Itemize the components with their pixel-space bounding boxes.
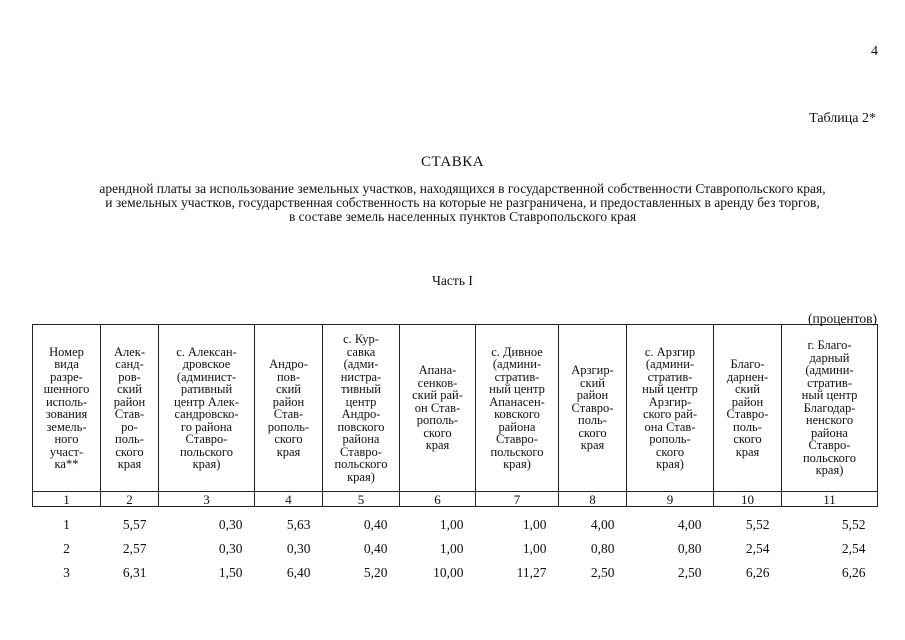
rate-cell: 5,57 bbox=[122, 516, 147, 532]
column-header-5 bbox=[323, 325, 400, 492]
rate-cell: 1,00 bbox=[522, 516, 547, 532]
column-number-2: 2 bbox=[101, 492, 159, 507]
column-header-line: го района bbox=[180, 419, 233, 434]
rate-cell: 1,00 bbox=[522, 540, 547, 556]
column-header-line: зования bbox=[45, 407, 88, 421]
table-reference: Таблица 2* bbox=[809, 111, 876, 126]
column-header-line: ского bbox=[578, 425, 607, 440]
column-header-line: район bbox=[272, 394, 305, 409]
table-row bbox=[33, 531, 878, 555]
column-header-line: рополь- bbox=[416, 413, 459, 428]
column-header-line: края) bbox=[347, 469, 375, 484]
column-header-line: дровское bbox=[182, 357, 231, 371]
rate-cell: 6,26 bbox=[841, 564, 866, 580]
column-number-9: 9 bbox=[627, 492, 714, 507]
column-header-line: стратив- bbox=[647, 369, 693, 384]
column-header-line: ский bbox=[117, 382, 142, 396]
column-header-line: сенков- bbox=[417, 375, 458, 390]
column-number-5: 5 bbox=[323, 492, 400, 507]
rate-cell: 0,40 bbox=[363, 516, 388, 532]
column-header-line: Ставро- bbox=[340, 444, 382, 459]
rate-cell: 0,40 bbox=[363, 540, 388, 556]
column-header-line: Алек- bbox=[113, 344, 146, 359]
column-header-line: Ставро- bbox=[808, 438, 851, 453]
column-header-line: края) bbox=[656, 457, 684, 471]
column-header-line: Став- bbox=[114, 407, 145, 421]
column-header-line: ров- bbox=[118, 369, 141, 384]
document-subtitle bbox=[40, 182, 885, 224]
rate-cell: 0,30 bbox=[218, 540, 243, 556]
column-header-line: сандровско- bbox=[174, 407, 239, 421]
column-header-line: (адми- bbox=[343, 357, 379, 371]
column-header-line: ский bbox=[276, 382, 301, 396]
column-header-line: поль- bbox=[578, 413, 607, 428]
column-header-line: Благодар- bbox=[803, 400, 856, 415]
column-header-line: ский bbox=[735, 382, 760, 396]
column-header-line: район bbox=[113, 394, 146, 409]
column-header-line: Апана- bbox=[418, 363, 457, 378]
column-header-7 bbox=[476, 325, 559, 492]
column-header-line: Андро- bbox=[269, 357, 308, 371]
row-usage-type-number: 3 bbox=[63, 564, 70, 580]
column-header-line: пов- bbox=[276, 369, 300, 384]
row-usage-type-number: 2 bbox=[63, 540, 70, 556]
column-header-line: ного bbox=[54, 432, 79, 446]
column-header-3 bbox=[159, 325, 255, 492]
column-header-line: поль- bbox=[733, 419, 762, 434]
column-header-line: центр bbox=[345, 394, 377, 409]
column-number-8: 8 bbox=[559, 492, 627, 507]
column-header-line: ка** bbox=[54, 457, 79, 471]
document-title: СТАВКА bbox=[420, 154, 485, 170]
rate-cell: 5,63 bbox=[286, 516, 311, 532]
column-number-6: 6 bbox=[400, 492, 476, 507]
column-number-3: 3 bbox=[159, 492, 255, 507]
column-header-line: нистра- bbox=[340, 369, 382, 384]
column-header-line: земель- bbox=[46, 419, 87, 434]
column-number-11: 11 bbox=[782, 492, 878, 507]
rate-cell: 5,52 bbox=[841, 516, 866, 532]
column-header-line: участ- bbox=[49, 444, 84, 459]
column-header-line: ского bbox=[423, 425, 452, 440]
column-header-line: ративный bbox=[180, 382, 233, 396]
column-header-line: ский рай- bbox=[412, 388, 463, 403]
subtitle-line: и земельных участков, государственная собственность на которые не разграничена, и предоставленных в аренду без торгов, bbox=[105, 195, 820, 210]
column-header-line: с. Алексан- bbox=[176, 344, 237, 359]
part-label: Часть I bbox=[432, 273, 473, 288]
column-header-2 bbox=[101, 325, 159, 492]
column-header-line: с. Дивное bbox=[491, 344, 543, 359]
column-number-4: 4 bbox=[255, 492, 323, 507]
rate-cell: 10,00 bbox=[433, 564, 464, 580]
column-header-line: он Став- bbox=[414, 400, 461, 415]
column-header-line: разре- bbox=[50, 369, 83, 384]
rate-cell: 2,54 bbox=[745, 540, 770, 556]
column-header-line: Андро- bbox=[341, 407, 381, 421]
column-header-line: ского рай- bbox=[642, 407, 698, 421]
column-header-4 bbox=[255, 325, 323, 492]
column-header-line: ского bbox=[655, 444, 685, 459]
column-header-line: Став- bbox=[273, 407, 304, 421]
rate-cell: 2,57 bbox=[122, 540, 147, 556]
subtitle-line: арендной платы за использование земельных участков, находящихся в государственной собственности Ставропольского края, bbox=[99, 181, 826, 196]
column-header-11 bbox=[782, 325, 878, 492]
column-header-line: с. Кур- bbox=[343, 332, 379, 346]
column-header-line: ского bbox=[733, 432, 762, 446]
column-header-6 bbox=[400, 325, 476, 492]
column-header-line: Ставро- bbox=[571, 400, 614, 415]
column-header-line: Ставро- bbox=[496, 432, 538, 446]
rate-cell: 4,00 bbox=[677, 516, 702, 532]
column-header-line: ненского bbox=[805, 413, 854, 428]
column-header-line: края bbox=[425, 438, 450, 453]
column-header-line: стратив- bbox=[807, 375, 852, 390]
column-header-8 bbox=[559, 325, 627, 492]
header-row bbox=[33, 325, 878, 492]
column-header-line: польского bbox=[802, 450, 856, 465]
column-header-line: края) bbox=[192, 457, 221, 471]
column-header-line: ный центр bbox=[642, 382, 698, 396]
column-header-line: с. Арзгир bbox=[644, 344, 696, 359]
column-header-line: она Став- bbox=[644, 419, 696, 434]
column-header-line: ковского bbox=[494, 407, 540, 421]
rate-cell: 1,00 bbox=[439, 540, 464, 556]
column-header-line: рополь- bbox=[649, 432, 691, 446]
rate-cell: 2,50 bbox=[677, 564, 702, 580]
column-header-line: дарнен- bbox=[726, 369, 769, 384]
rate-cell: 11,27 bbox=[516, 564, 547, 580]
column-header-line: Апанасен- bbox=[489, 394, 545, 409]
column-header-line: рополь- bbox=[267, 419, 310, 434]
column-header-line: ского bbox=[274, 432, 303, 446]
column-header-line: вида bbox=[54, 357, 79, 371]
column-number-1: 1 bbox=[33, 492, 101, 507]
column-number-row bbox=[33, 492, 878, 507]
rate-cell: 5,52 bbox=[745, 516, 770, 532]
rate-cell: 0,30 bbox=[218, 516, 243, 532]
rate-cell: 1,00 bbox=[439, 516, 464, 532]
column-header-line: Ставро- bbox=[726, 407, 769, 421]
column-header-line: края) bbox=[503, 457, 531, 471]
column-header-line: санд- bbox=[115, 357, 144, 371]
rate-cell: 5,20 bbox=[363, 564, 388, 580]
column-header-line: поль- bbox=[115, 432, 144, 446]
column-header-line: шенного bbox=[43, 382, 90, 396]
column-header-line: центр Алек- bbox=[174, 394, 239, 409]
column-header-line: края bbox=[117, 457, 142, 471]
rates-table bbox=[32, 324, 878, 579]
subtitle-line: в составе земель населенных пунктов Ставропольского края bbox=[288, 209, 637, 224]
table-body bbox=[33, 507, 878, 580]
rate-cell: 2,54 bbox=[841, 540, 866, 556]
column-header-line: район bbox=[731, 394, 764, 409]
column-header-line: тивный bbox=[341, 382, 381, 396]
column-header-line: повского bbox=[337, 419, 385, 434]
column-header-line: г. Благо- bbox=[807, 338, 852, 353]
column-header-9 bbox=[627, 325, 714, 492]
rate-cell: 2,50 bbox=[590, 564, 615, 580]
column-header-line: польского bbox=[179, 444, 233, 459]
column-header-line: стратив- bbox=[494, 369, 540, 384]
column-header-line: ный центр bbox=[489, 382, 545, 396]
column-header-line: савка bbox=[346, 344, 376, 359]
column-number-10: 10 bbox=[714, 492, 782, 507]
rate-cell: 0,30 bbox=[286, 540, 311, 556]
rate-cell: 1,50 bbox=[218, 564, 243, 580]
column-header-1 bbox=[33, 325, 101, 492]
column-header-line: (админи- bbox=[492, 357, 542, 371]
column-header-line: края bbox=[735, 444, 760, 459]
column-number-7: 7 bbox=[476, 492, 559, 507]
column-header-line: ный центр bbox=[801, 388, 858, 403]
column-header-line: района bbox=[498, 419, 536, 434]
column-header-line: Благо- bbox=[730, 357, 765, 371]
row-usage-type-number: 1 bbox=[63, 516, 70, 532]
column-header-line: края) bbox=[815, 463, 844, 478]
column-header-line: Номер bbox=[49, 344, 84, 359]
rate-cell: 6,40 bbox=[286, 564, 311, 580]
units-label: (процентов) bbox=[807, 311, 877, 326]
column-header-line: района bbox=[342, 432, 380, 446]
column-header-line: польского bbox=[334, 457, 388, 471]
table-row bbox=[33, 507, 878, 532]
rate-cell: 0,80 bbox=[677, 540, 702, 556]
column-header-line: польского bbox=[490, 444, 544, 459]
column-header-line: район bbox=[576, 388, 609, 403]
column-header-line: ский bbox=[580, 375, 605, 390]
column-header-line: ро- bbox=[121, 419, 138, 434]
column-header-line: исполь- bbox=[45, 394, 88, 409]
column-header-line: Арзгир- bbox=[648, 394, 692, 409]
column-header-line: ского bbox=[115, 444, 144, 459]
rate-cell: 6,26 bbox=[745, 564, 770, 580]
rate-cell: 6,31 bbox=[122, 564, 147, 580]
column-header-line: (админист- bbox=[176, 369, 237, 384]
column-header-line: (админи- bbox=[805, 363, 854, 378]
column-header-line: Ставро- bbox=[185, 432, 228, 446]
column-header-line: Арзгир- bbox=[571, 363, 614, 378]
column-header-line: района bbox=[811, 425, 848, 440]
column-header-line: края bbox=[276, 444, 301, 459]
rate-cell: 0,80 bbox=[590, 540, 615, 556]
table-row bbox=[33, 555, 878, 579]
rate-cell: 4,00 bbox=[590, 516, 615, 532]
page-number: 4 bbox=[871, 44, 878, 59]
column-header-10 bbox=[714, 325, 782, 492]
column-header-line: края bbox=[580, 438, 605, 453]
column-header-line: (админи- bbox=[645, 357, 695, 371]
column-header-line: дарный bbox=[809, 350, 850, 365]
